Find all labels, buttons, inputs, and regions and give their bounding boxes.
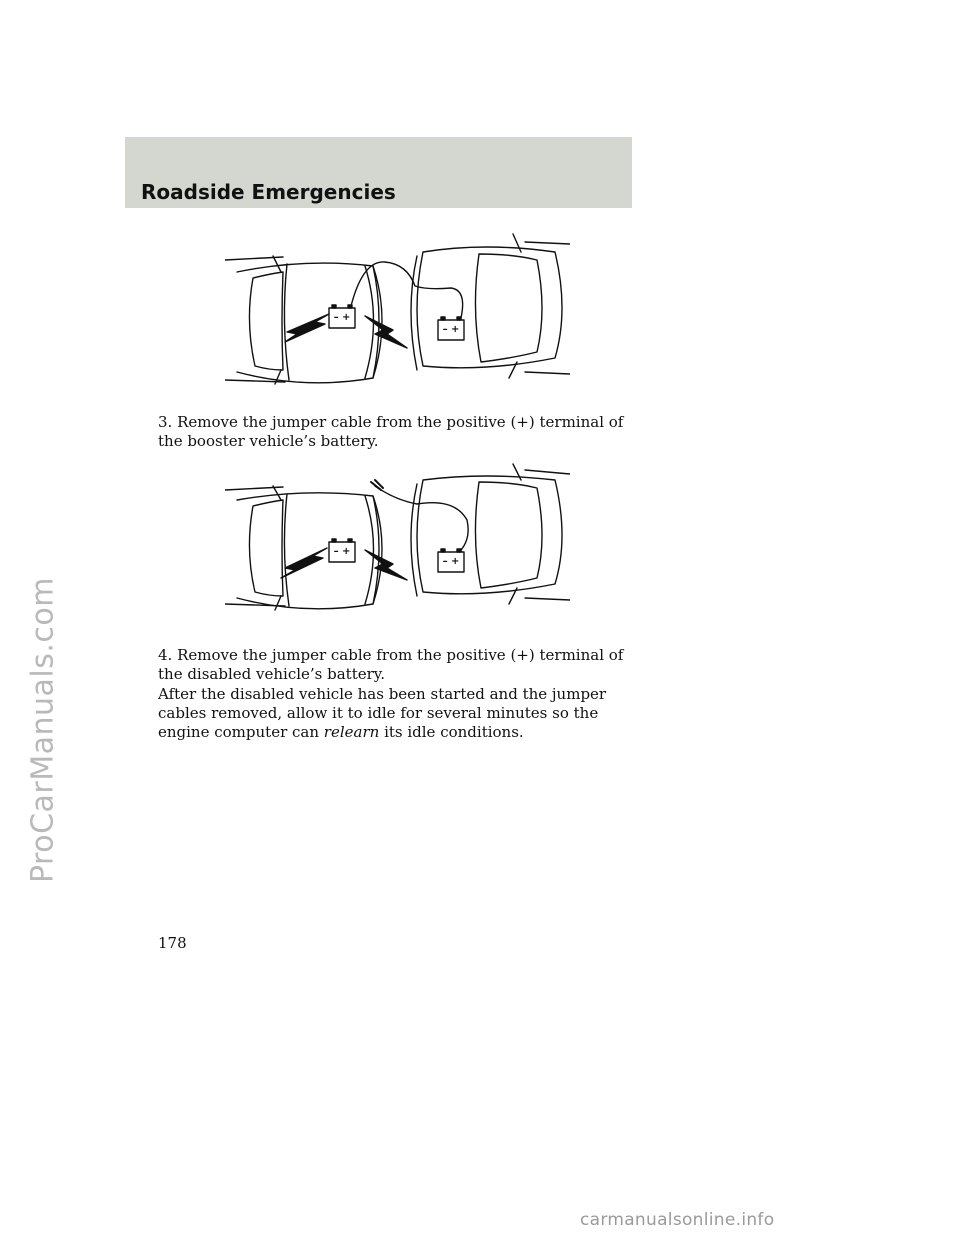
battery-terminal-label: – + [442, 556, 460, 567]
step-4-text: 4. Remove the jumper cable from the positive (+) terminal of the disabled vehicle’s battery. [158, 646, 624, 683]
booster-vehicle-drawing [411, 234, 570, 378]
jump-start-illustration-booster-removed [225, 460, 570, 620]
page-number: 178 [158, 934, 187, 952]
jump-start-illustration-connected [225, 230, 570, 395]
battery-terminal-label: – + [333, 312, 351, 323]
section-title: Roadside Emergencies [141, 180, 396, 204]
disabled-vehicle-drawing [225, 486, 382, 610]
battery-terminal-label: – + [333, 546, 351, 557]
battery-terminal-label: – + [442, 324, 460, 335]
footer-link[interactable]: carmanualsonline.info [580, 1210, 775, 1230]
jumper-cable [375, 486, 468, 550]
spark-icon [281, 548, 327, 578]
note-text-after: its idle conditions. [379, 723, 524, 741]
watermark-text: ProCarManuals.com [25, 576, 61, 884]
cable-clamp-icon [371, 480, 383, 490]
booster-vehicle-drawing [411, 464, 570, 604]
disabled-vehicle-drawing [225, 256, 382, 384]
step-3-text: 3. Remove the jumper cable from the positive (+) terminal of the booster vehicle’s battery. [158, 413, 624, 450]
jumper-cable [351, 262, 463, 318]
spark-icon [285, 314, 329, 342]
section-header [125, 137, 632, 208]
note-emphasis: relearn [323, 723, 380, 741]
note-text-before: After the disabled vehicle has been started and the jumper cables removed, allow it to idle for several minutes so the engine computer can [158, 685, 607, 741]
spark-icon [365, 316, 407, 348]
watermark [0, 0, 70, 1242]
idle-relearn-note [158, 685, 638, 742]
